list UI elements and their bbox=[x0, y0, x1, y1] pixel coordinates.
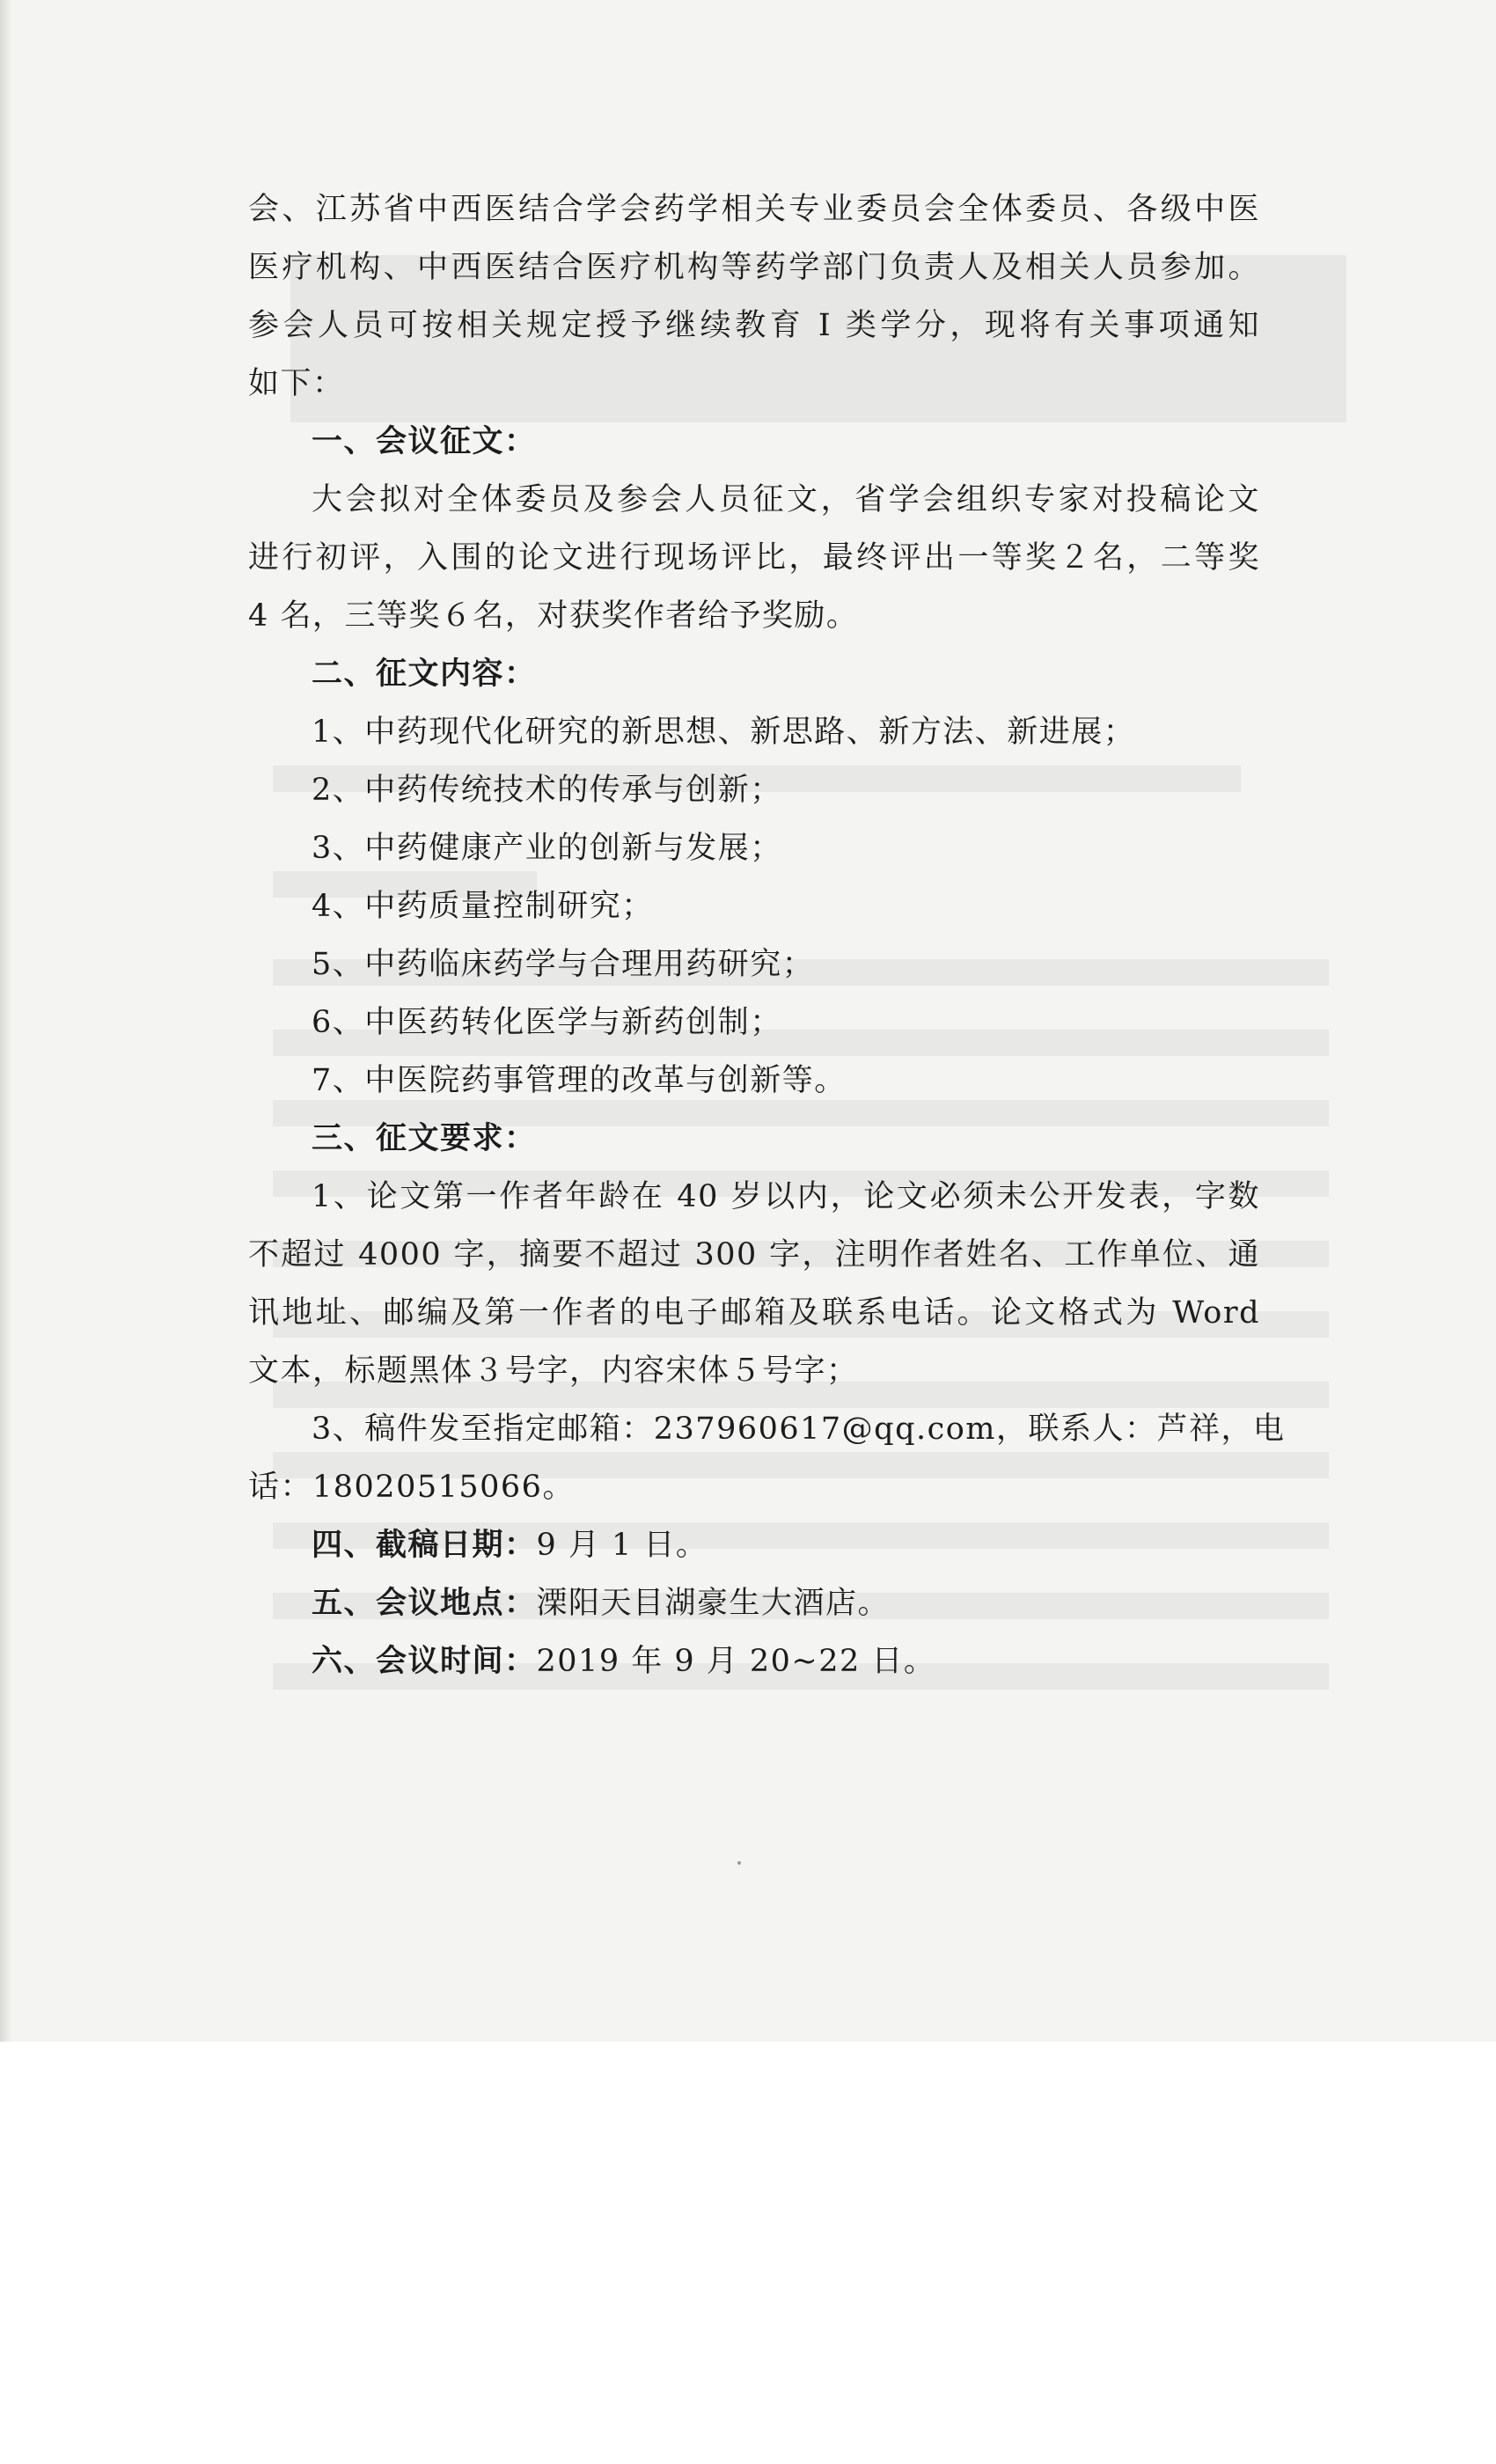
requirement-line: 文本，标题黑体３号字，内容宋体５号字； bbox=[248, 1353, 859, 1389]
venue-label: 五、会议地点： bbox=[312, 1585, 537, 1621]
section1-line: 进行初评，入围的论文进行现场评比，最终评出一等奖２名，二等奖 bbox=[248, 540, 1260, 576]
intro-line: 会、江苏省中西医结合学会药学相关专业委员会全体委员、各级中医 bbox=[248, 192, 1260, 227]
section1-line: 4 名，三等奖６名，对获奖作者给予奖励。 bbox=[248, 598, 859, 634]
requirement-line: 话：18020515066。 bbox=[248, 1470, 575, 1505]
topic-item: 2、中药传统技术的传承与创新； bbox=[312, 773, 782, 808]
venue-value: 溧阳天目湖豪生大酒店。 bbox=[536, 1586, 891, 1621]
requirement-line: 3、稿件发至指定邮箱：237960617@qq.com，联系人：芦祥，电 bbox=[312, 1412, 1286, 1447]
intro-line: 如下： bbox=[248, 366, 345, 401]
topic-item: 4、中药质量控制研究； bbox=[312, 889, 654, 924]
deadline-label: 四、截稿日期： bbox=[312, 1527, 537, 1563]
section-heading-1: 一、会议征文： bbox=[312, 423, 537, 459]
requirement-line: 不超过 4000 字，摘要不超过 300 字，注明作者姓名、工作单位、通 bbox=[248, 1237, 1260, 1272]
meeting-time-value: 2019 年 9 月 20~22 日。 bbox=[536, 1644, 936, 1679]
scan-speck bbox=[737, 1861, 741, 1865]
intro-line: 医疗机构、中西医结合医疗机构等药学部门负责人及相关人员参加。 bbox=[248, 250, 1260, 285]
scan-shadow-edge bbox=[0, 0, 12, 2042]
topic-item: 5、中药临床药学与合理用药研究； bbox=[312, 947, 815, 982]
meeting-time-label: 六、会议时间： bbox=[312, 1643, 537, 1679]
meeting-time-row bbox=[248, 1632, 1260, 1690]
section-heading-3: 三、征文要求： bbox=[312, 1120, 537, 1156]
topic-item: 6、中医药转化医学与新药创制； bbox=[312, 1005, 782, 1040]
deadline-row bbox=[248, 1516, 1260, 1574]
venue-row bbox=[248, 1574, 1260, 1632]
requirement-line: 1、论文第一作者年龄在 40 岁以内，论文必须未公开发表，字数 bbox=[312, 1179, 1260, 1214]
section1-line: 大会拟对全体委员及参会人员征文，省学会组织专家对投稿论文 bbox=[312, 482, 1260, 517]
document-body bbox=[248, 180, 1286, 1690]
topic-item: 7、中医院药事管理的改革与创新等。 bbox=[312, 1063, 847, 1098]
section-heading-2: 二、征文内容： bbox=[312, 656, 537, 692]
topic-item: 3、中药健康产业的创新与发展； bbox=[312, 831, 782, 866]
intro-line: 参会人员可按相关规定授予继续教育 I 类学分，现将有关事项通知 bbox=[248, 308, 1260, 343]
requirement-line: 讯地址、邮编及第一作者的电子邮箱及联系电话。论文格式为 Word bbox=[248, 1295, 1260, 1331]
topic-item: 1、中药现代化研究的新思想、新思路、新方法、新进展； bbox=[312, 715, 1136, 750]
deadline-value: 9 月 1 日。 bbox=[536, 1528, 708, 1563]
